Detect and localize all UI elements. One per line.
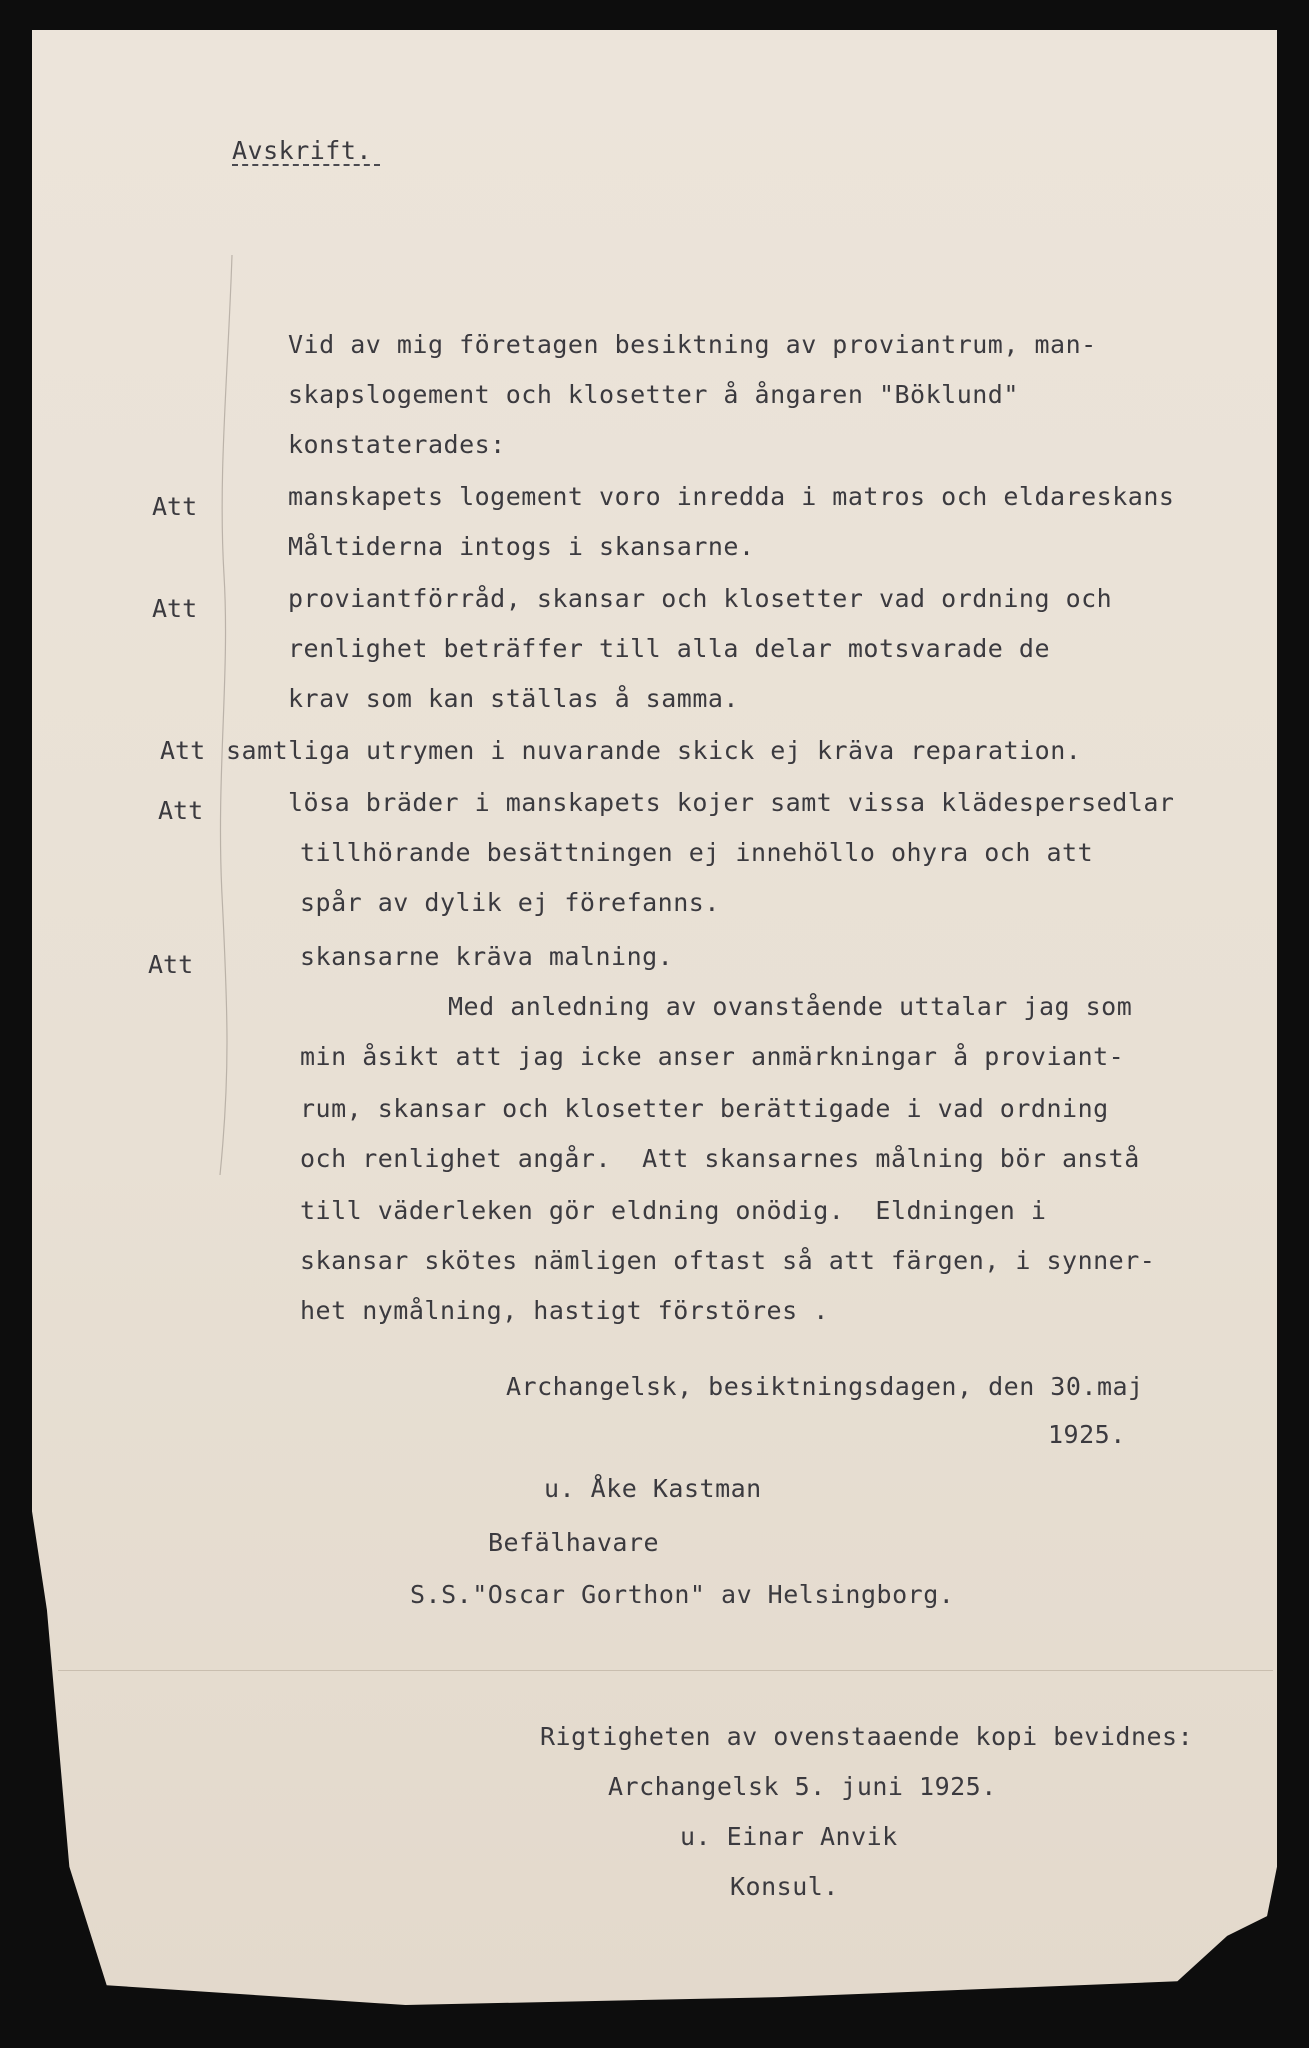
certification-place-date: Archangelsk 5. juni 1925. — [608, 1772, 997, 1801]
ship-name: S.S."Oscar Gorthon" av Helsingborg. — [410, 1580, 955, 1609]
body-line: till väderleken gör eldning onödig. Eldningen i — [300, 1196, 1047, 1225]
body-line: het nymålning, hastigt förstöres . — [300, 1296, 829, 1325]
signatory-name: u. Åke Kastman — [544, 1474, 762, 1503]
body-line: Med anledning av ovanstående uttalar jag som — [448, 992, 1133, 1021]
document-heading: Avskrift. — [232, 136, 372, 165]
pencil-margin-mark — [210, 255, 240, 1175]
body-line: rum, skansar och klosetter berättigade i vad ordning — [300, 1094, 1109, 1123]
body-line: manskapets logement voro inredda i matros och eldareskans — [288, 482, 1175, 511]
signatory-title: Befälhavare — [488, 1528, 660, 1557]
body-line: konstaterades: — [288, 430, 506, 459]
body-line: tillhörande besättningen ej innehöllo ohyra och att — [300, 838, 1094, 867]
body-line: skansar skötes nämligen oftast så att färgen, i synner- — [300, 1246, 1156, 1275]
att-label: Att — [158, 796, 204, 825]
body-line: skapslogement och klosetter å ångaren "Böklund" — [288, 380, 1019, 409]
consul-title: Konsul. — [730, 1872, 839, 1901]
body-line: renlighet beträffer till alla delar motsvarade de — [288, 634, 1051, 663]
att-label: Att — [152, 492, 198, 521]
body-line: lösa bräder i manskapets kojer samt vissa klädespersedlar — [288, 788, 1175, 817]
body-line: proviantförråd, skansar och klosetter vad ordning och — [288, 584, 1113, 613]
body-line: min åsikt att jag icke anser anmärkningar å proviant- — [300, 1042, 1125, 1071]
year: 1925. — [1048, 1420, 1126, 1449]
heading-underline — [232, 164, 380, 166]
body-line: krav som kan ställas å samma. — [288, 684, 739, 713]
certification-statement: Rigtigheten av ovenstaaende kopi bevidnes: — [540, 1722, 1194, 1751]
body-line: och renlighet angår. Att skansarnes målning bör anstå — [300, 1144, 1140, 1173]
body-line: skansarne kräva malning. — [300, 942, 674, 971]
body-line: Måltiderna intogs i skansarne. — [288, 532, 755, 561]
body-line: Vid av mig företagen besiktning av proviantrum, man- — [288, 330, 1097, 359]
att-label: Att — [152, 594, 198, 623]
place-date: Archangelsk, besiktningsdagen, den 30.maj — [506, 1372, 1144, 1401]
body-line: samtliga utrymen i nuvarande skick ej kräva reparation. — [226, 736, 1082, 765]
body-line: spår av dylik ej förefanns. — [300, 888, 720, 917]
paper-fold-line — [58, 1670, 1273, 1671]
consul-name: u. Einar Anvik — [680, 1822, 898, 1851]
att-label: Att — [148, 950, 194, 979]
att-label: Att — [160, 736, 206, 765]
